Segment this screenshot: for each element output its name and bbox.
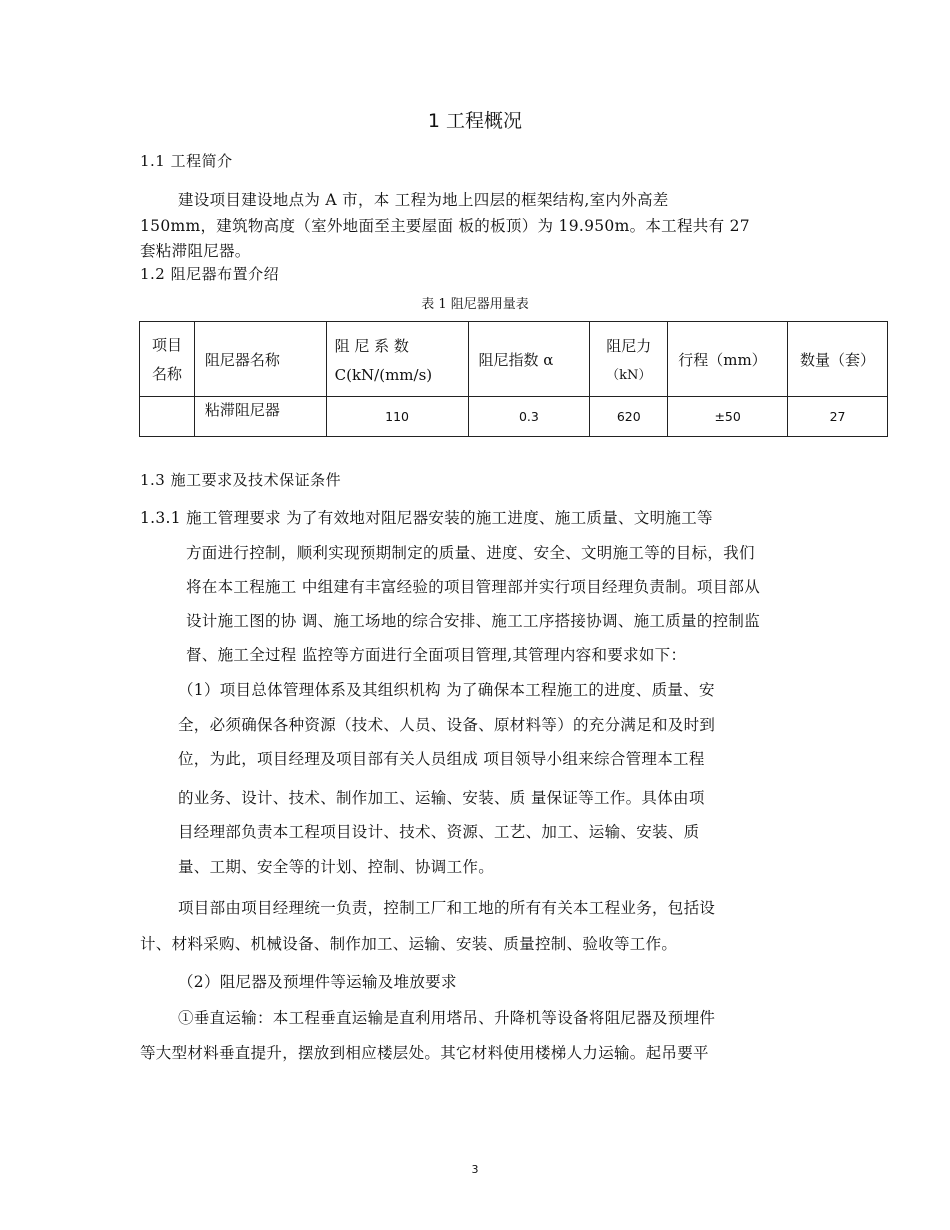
section-heading-1-3: 1.3 施工要求及技术保证条件 xyxy=(140,471,342,489)
header-force-line1: 阻尼力 xyxy=(606,337,652,355)
header-damping-force xyxy=(590,322,668,397)
section-heading-1-1: 1.1 工程简介 xyxy=(140,152,233,170)
paragraph-line: 全，必须确保各种资源（技术、人员、设备、原材料等）的充分满足和及时到 xyxy=(178,716,716,734)
cell-damper-name: 粘滞阻尼器 xyxy=(194,397,326,437)
paragraph-line: 量、工期、安全等的计划、控制、协调工作。 xyxy=(178,858,495,876)
table-row xyxy=(140,397,888,437)
cell-exponent: 0.3 xyxy=(468,397,590,437)
paragraph-line: 150mm，建筑物高度（室外地面至主要屋面 板的板顶）为 19.950m。本工程共有 27 xyxy=(140,217,750,235)
section-heading-1-2: 1.2 阻尼器布置介绍 xyxy=(140,265,280,283)
paragraph-line: ①垂直运输：本工程垂直运输是直利用塔吊、升降机等设备将阻尼器及预埋件 xyxy=(178,1009,716,1027)
cell-force: 620 xyxy=(590,397,668,437)
cell-coefficient: 110 xyxy=(326,397,468,437)
paragraph-line: 位，为此，项目经理及项目部有关人员组成 项目领导小组来综合管理本工程 xyxy=(178,750,705,768)
cell-item xyxy=(140,397,195,437)
paragraph-line: 等大型材料垂直提升，摆放到相应楼层处。其它材料使用楼梯人力运输。起吊要平 xyxy=(140,1044,709,1062)
paragraph-line: 1.3.1 施工管理要求 为了有效地对阻尼器安装的施工进度、施工质量、文明施工等 xyxy=(140,509,713,527)
paragraph-line: （1）项目总体管理体系及其组织机构 为了确保本工程施工的进度、质量、安 xyxy=(178,681,715,699)
header-stroke: 行程（mm） xyxy=(668,322,788,397)
paragraph-line: 计、材料采购、机械设备、制作加工、运输、安装、质量控制、验收等工作。 xyxy=(140,935,678,953)
header-item-name xyxy=(140,322,195,397)
header-force-line2: （kN） xyxy=(606,368,652,383)
paragraph-line: 督、施工全过程 监控等方面进行全面项目管理,其管理内容和要求如下： xyxy=(186,646,687,664)
paragraph-line: 将在本工程施工 中组建有丰富经验的项目管理部并实行项目经理负责制。项目部从 xyxy=(186,578,761,596)
header-damper-name: 阻尼器名称 xyxy=(194,322,326,397)
subsection-heading-item2: （2）阻尼器及预埋件等运输及堆放要求 xyxy=(178,973,457,991)
paragraph-line: 套粘滞阻尼器。 xyxy=(140,242,251,260)
header-coef-line2: C(kN/(mm/s) xyxy=(334,365,433,384)
header-quantity: 数量（套） xyxy=(788,322,888,397)
paragraph-line: 方面进行控制，顺利实现预期制定的质量、进度、安全、文明施工等的目标，我们 xyxy=(186,544,755,562)
paragraph-line: 的业务、设计、技术、制作加工、运输、安装、质 量保证等工作。具体由项 xyxy=(178,789,705,807)
header-damping-coefficient xyxy=(326,322,468,397)
header-item-line2: 名称 xyxy=(151,365,182,383)
damper-quantity-table xyxy=(139,321,888,437)
header-item-line1: 项目 xyxy=(151,336,182,354)
table-caption: 表 1 阻尼器用量表 xyxy=(421,297,529,312)
table-header-row xyxy=(140,322,888,397)
paragraph-line: 设计施工图的协 调、施工场地的综合安排、施工工序搭接协调、施工质量的控制监 xyxy=(186,612,761,630)
page-number: 3 xyxy=(471,1163,479,1176)
header-damping-exponent: 阻尼指数 α xyxy=(468,322,590,397)
paragraph-line: 建设项目建设地点为 A 市，本 工程为地上四层的框架结构,室内外高差 xyxy=(178,191,669,209)
cell-stroke: ±50 xyxy=(668,397,788,437)
header-coef-line1: 阻 尼 系 数 xyxy=(334,336,409,355)
paragraph-line: 项目部由项目经理统一负责，控制工厂和工地的所有有关本工程业务，包括设 xyxy=(178,899,716,917)
cell-quantity: 27 xyxy=(788,397,888,437)
paragraph-line: 目经理部负责本工程项目设计、技术、资源、工艺、加工、运输、安装、质 xyxy=(178,823,700,841)
page-title: 1 工程概况 xyxy=(427,110,523,132)
